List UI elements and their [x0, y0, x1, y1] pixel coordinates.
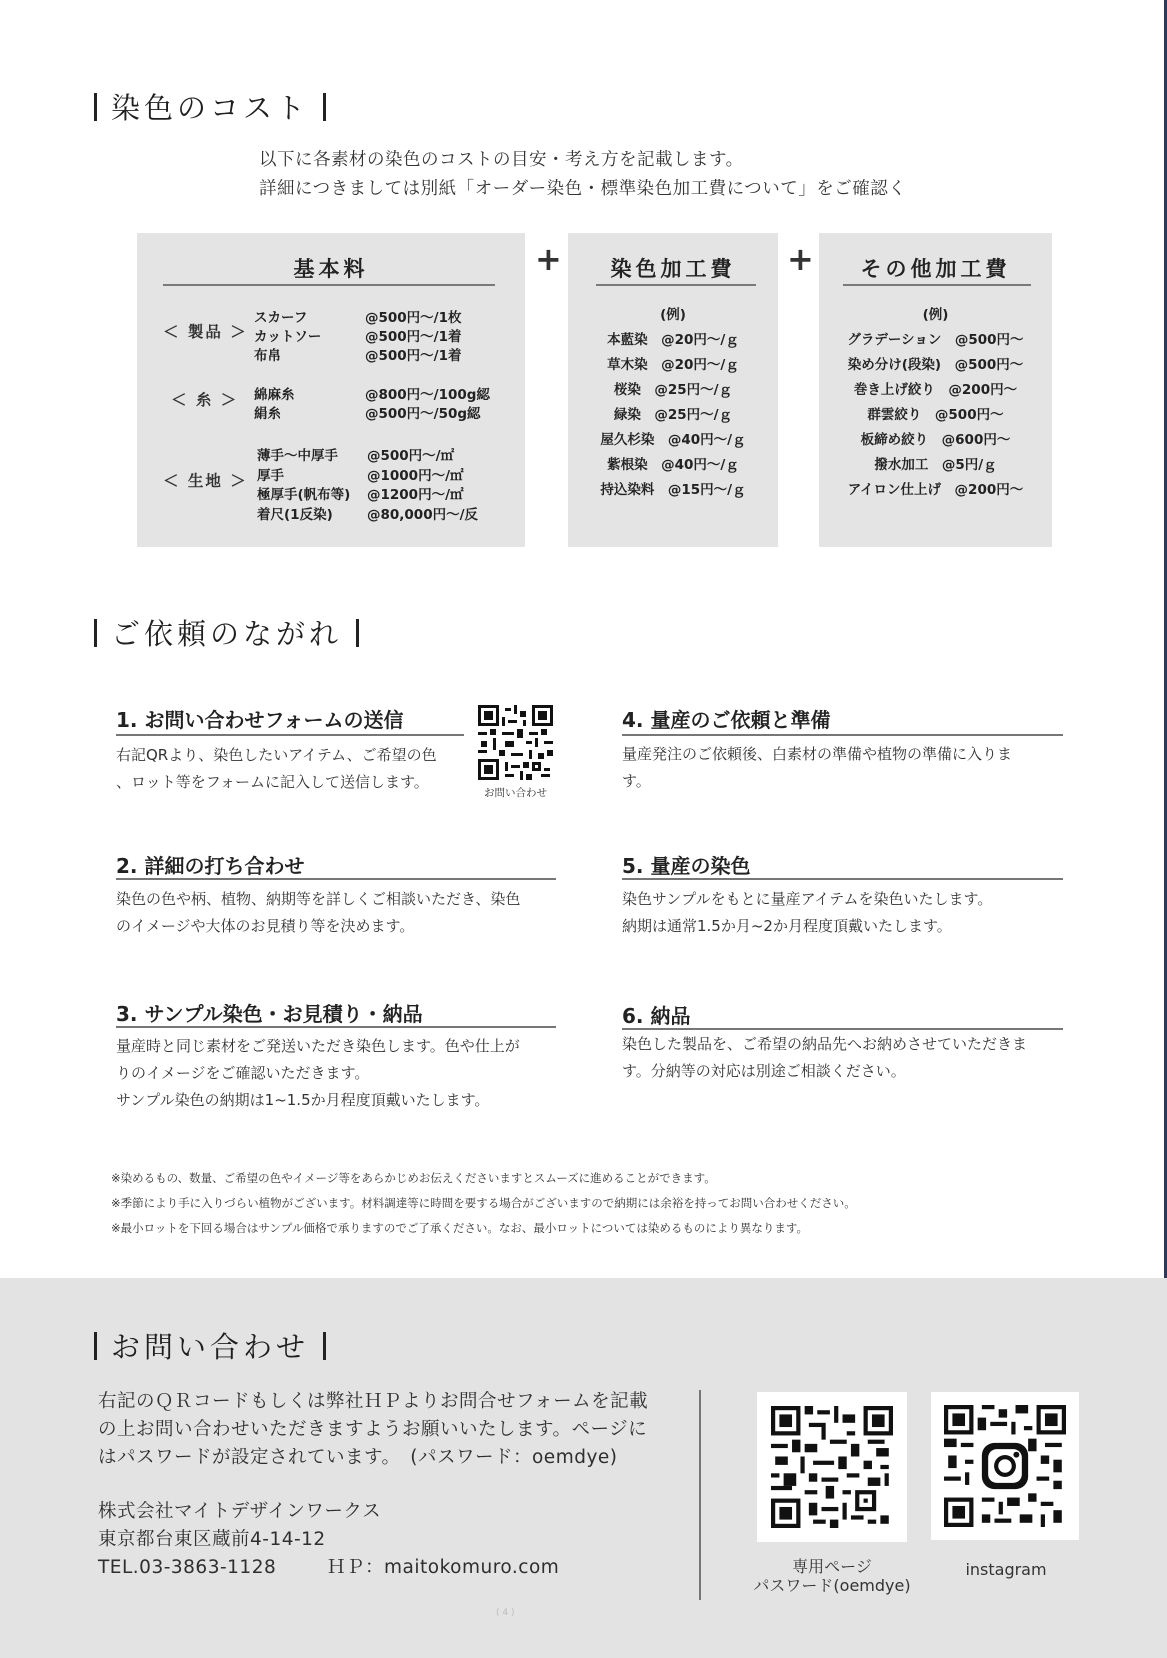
dedicated-page-qr-code[interactable]	[757, 1392, 907, 1542]
item-row: 極厚手(帆布等) @1200円〜/㎡	[257, 487, 464, 503]
cost-intro: 以下に各素材の染色のコストの目安・考え方を記載します。 詳細につきましては別紙「オーダー染色・標準染色加工費について」をご確認く	[259, 150, 907, 199]
list-item: 板締め絞り @600円〜	[860, 432, 1011, 448]
step-2-title: 2. 詳細の打ち合わせ	[116, 854, 305, 878]
notes	[111, 1166, 856, 1241]
instagram-qr-label: instagram	[965, 1560, 1047, 1579]
item-row: 絹糸 @500円〜/50g綛	[254, 406, 481, 422]
list-item: 持込染料 @15円〜/ｇ	[600, 482, 746, 498]
list-item: 撥水加工 @5円/ｇ	[874, 457, 997, 473]
category-label-product: ＜ 製品 ＞	[163, 323, 248, 341]
page-number: ( 4 )	[496, 1608, 515, 1618]
contact-section-title: お問い合わせ	[80, 1325, 340, 1366]
step-6-body: 染色した製品を、ご希望の納品先へお納めさせていただきま す。分納等の対応は別途ご相談ください。	[622, 1035, 1028, 1080]
step-4-body: 量産発注のご依頼後、白素材の準備や植物の準備に入りま す。	[622, 745, 1013, 790]
step-1-rule	[116, 734, 464, 736]
item-row: スカーフ @500円〜/1枚	[254, 310, 462, 326]
list-item: 草木染 @20円〜/ｇ	[607, 357, 739, 373]
other-fee-rule	[843, 284, 1031, 286]
list-item: 緑染 @25円〜/ｇ	[613, 407, 733, 423]
item-row: 綿麻糸 @800円〜/100g綛	[254, 387, 490, 403]
cost-section-title: 染色のコスト	[80, 86, 340, 127]
example-label: (例)	[660, 307, 686, 323]
step-4-title: 4. 量産のご依頼と準備	[622, 708, 831, 732]
plus-sign: +	[535, 240, 562, 278]
step-1-body: 右記QRより、染色したいアイテム、ご希望の色 、ロット等をフォームに記入して送信します。	[116, 746, 437, 791]
vertical-divider	[699, 1390, 701, 1600]
category-label-fabric: ＜ 生地 ＞	[163, 472, 248, 490]
basic-fee-title: 基本料	[293, 257, 369, 281]
plus-sign: +	[787, 240, 814, 278]
example-label: (例)	[922, 307, 949, 323]
item-row: 着尺(1反染) @80,000円〜/反	[257, 507, 479, 523]
basic-fee-rule	[163, 284, 495, 286]
list-item: アイロン仕上げ @200円〜	[847, 482, 1024, 498]
dye-fee-rule	[596, 284, 756, 286]
step-4-rule	[622, 734, 1063, 736]
list-item: 屋久杉染 @40円〜/ｇ	[600, 432, 746, 448]
category-label-yarn: ＜ 糸 ＞	[171, 391, 239, 409]
other-fee-title: その他加工費	[860, 257, 1011, 281]
note-item: ※季節により手に入りづらい植物がございます。材料調達等に時間を要する場合がございますので納期には余裕を持ってお問い合わせください。	[111, 1196, 856, 1210]
other-fee-list	[819, 303, 1052, 503]
note-item: ※最小ロットを下回る場合はサンプル価格で承りますのでご了承ください。なお、最小ロットについては染めるものにより異なります。	[111, 1221, 808, 1235]
dye-fee-list	[568, 303, 778, 503]
step-6-rule	[622, 1028, 1063, 1030]
item-row: カットソー @500円〜/1着	[254, 329, 462, 345]
step-5-rule	[622, 878, 1063, 880]
step-5-body: 染色サンプルをもとに量産アイテムを染色いたします。 納期は通常1.5か月~2か月程度頂戴いたします。	[622, 890, 993, 935]
instagram-qr-code[interactable]	[931, 1392, 1079, 1540]
company-address: 東京都台東区蔵前4-14-12	[98, 1529, 326, 1550]
step-6-title: 6. 納品	[622, 1004, 691, 1028]
contact-description: 右記のＱＲコードもしくは弊社ＨＰよりお問合せフォームを記載 の上お問い合わせいただきますようお願いいたします。ページに はパスワードが設定されています。 (パスワード：oemdye)	[98, 1391, 649, 1468]
step-1-title: 1. お問い合わせフォームの送信	[116, 708, 404, 732]
step-5-title: 5. 量産の染色	[622, 854, 751, 878]
item-row: 布帛 @500円〜/1着	[254, 348, 462, 364]
qr-caption: お問い合わせ	[484, 787, 547, 799]
company-info	[98, 1498, 559, 1582]
item-row: 薄手〜中厚手 @500円〜/㎡	[257, 448, 455, 464]
company-name: 株式会社マイトデザインワークス	[98, 1501, 382, 1522]
dedicated-page-qr-label: 専用ページ パスワード(oemdye)	[753, 1557, 911, 1595]
step-3-body: 量産時と同じ素材をご発送いただき染色します。色や仕上が りのイメージをご確認いただきます。 サンプル染色の納期は1~1.5か月程度頂戴いたします。	[116, 1037, 520, 1109]
dye-fee-title: 染色加工費	[610, 257, 736, 281]
note-item: ※染めるもの、数量、ご希望の色やイメージ等をあらかじめお伝えくださいますとスムーズに進めることができます。	[111, 1171, 716, 1185]
list-item: グラデーション @500円〜	[847, 332, 1024, 348]
list-item: 紫根染 @40円〜/ｇ	[607, 457, 739, 473]
list-item: 染め分け(段染) @500円〜	[847, 357, 1024, 373]
list-item: 群雲絞り @500円〜	[867, 407, 1004, 423]
flow-section-title: ご依頼のながれ	[80, 612, 373, 653]
step-2-body: 染色の色や柄、植物、納期等を詳しくご相談いただき、染色 のイメージや大体のお見積り等を決めます。	[116, 890, 521, 935]
company-tel[interactable]: TEL.03-3863-1128	[98, 1557, 277, 1578]
contact-form-qr-code[interactable]	[478, 705, 553, 780]
step-2-rule	[116, 878, 556, 880]
list-item: 巻き上げ絞り @200円〜	[853, 382, 1018, 398]
company-hp[interactable]: ＨＰ：maitokomuro.com	[327, 1557, 560, 1578]
step-3-rule	[116, 1026, 556, 1028]
list-item: 本藍染 @20円〜/ｇ	[607, 332, 739, 348]
list-item: 桜染 @25円〜/ｇ	[613, 382, 733, 398]
item-row: 厚手 @1000円〜/㎡	[257, 468, 464, 484]
step-3-title: 3. サンプル染色・お見積り・納品	[116, 1002, 423, 1026]
